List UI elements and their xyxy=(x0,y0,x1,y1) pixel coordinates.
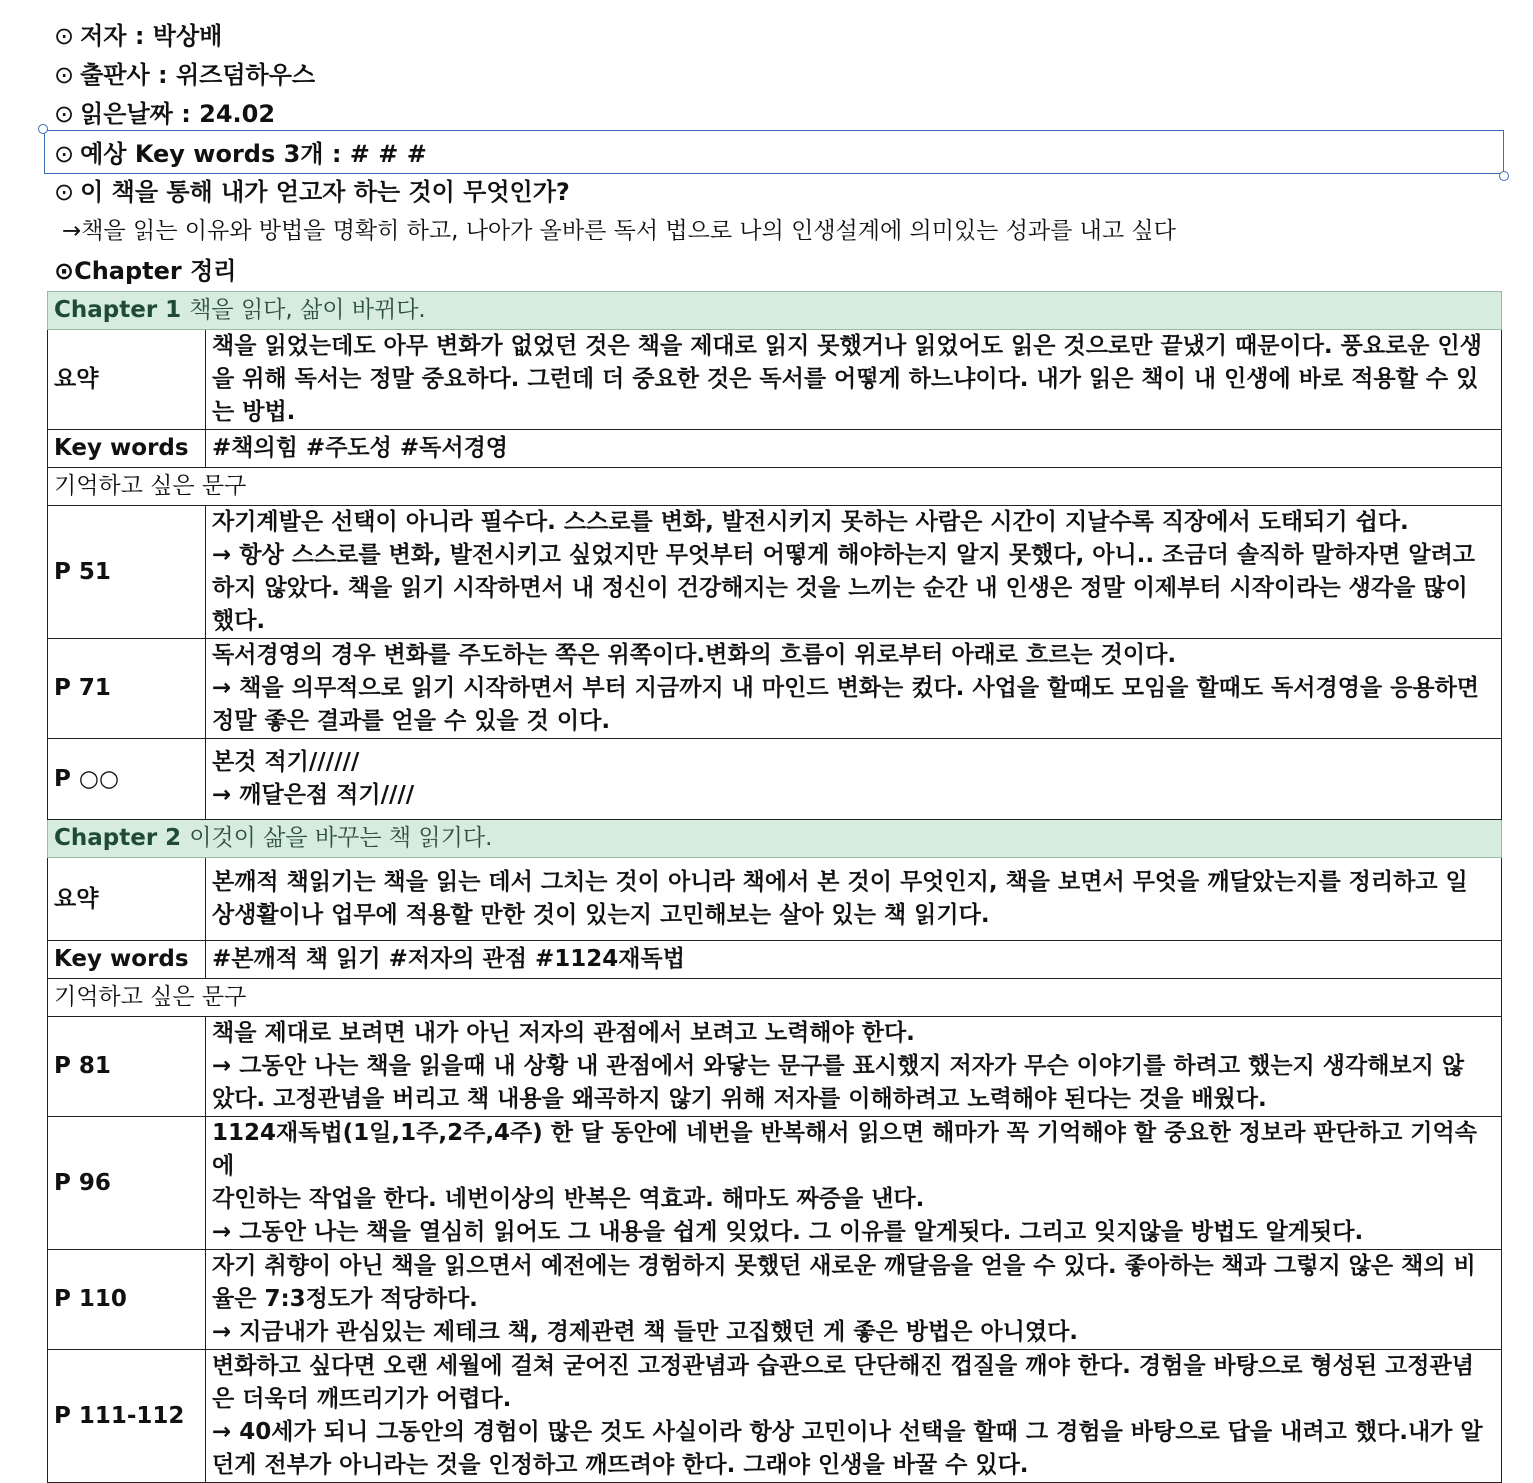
quote-page: P 96 xyxy=(48,1117,206,1250)
chapter-number: Chapter 2 xyxy=(54,825,182,851)
quote-line: → 지금내가 관심있는 제테크 책, 경제관련 책 들만 고집했던 게 좋은 방법은 아니였다. xyxy=(212,1319,1079,1345)
quote-line: 했다. xyxy=(212,608,266,634)
chapter-summary-heading: ⊙Chapter 정리 xyxy=(54,257,237,285)
quote-line: → 그동안 나는 책을 열심히 읽어도 그 내용을 쉽게 잊었다. 그 이유를 알게됫다. 그리고 잊지않을 방법도 알게됫다. xyxy=(212,1219,1364,1245)
resize-handle-top-left[interactable] xyxy=(38,124,48,134)
quote-row xyxy=(48,1350,1502,1483)
keywords-label: Key words xyxy=(48,941,206,979)
keywords-label: Key words xyxy=(48,430,206,468)
quote-line: 았다. 고정관념을 버리고 책 내용을 왜곡하지 않기 위해 저자를 이해하려고 노력해야 된다는 것을 배웠다. xyxy=(212,1086,1267,1112)
summary-row xyxy=(48,330,1502,430)
quote-text xyxy=(206,1117,1502,1250)
quote-text xyxy=(206,1350,1502,1483)
author-text: 저자 : 박상배 xyxy=(80,22,223,50)
quote-line: 독서경영의 경우 변화를 주도하는 쪽은 위쪽이다.변화의 흐름이 위로부터 아래로 흐르는 것이다. xyxy=(212,642,1177,668)
chapter-table xyxy=(47,291,1502,1483)
quote-page xyxy=(48,739,206,820)
keywords-line[interactable] xyxy=(54,138,427,170)
quote-text xyxy=(206,639,1502,739)
publisher-line xyxy=(54,59,315,91)
quote-line: 던게 전부가 아니라는 것을 인정하고 깨뜨려야 한다. 그래야 인생을 바꿀 수 있다. xyxy=(212,1452,1029,1478)
circle-dot-icon: ⊙ xyxy=(54,61,75,89)
quote-page-prefix: P xyxy=(54,765,79,792)
keywords-text: 예상 Key words 3개 : # # # xyxy=(80,140,427,168)
quote-text xyxy=(206,1017,1502,1117)
chapter-title: 이것이 삶을 바꾸는 책 읽기다. xyxy=(189,825,493,851)
circle-dot-icon: ⊙ xyxy=(54,178,75,206)
quote-page-placeholder: ○○ xyxy=(78,765,120,792)
quote-line: 자기 취향이 아닌 책을 읽으면서 예전에는 경험하지 못했던 새로운 깨달음을 얻을 수 있다. 좋아하는 책과 그렇지 않은 책의 비 xyxy=(212,1253,1476,1279)
quote-line: 은 더욱더 깨뜨리기가 어렵다. xyxy=(212,1386,512,1412)
summary-label: 요약 xyxy=(48,858,206,941)
summary-text xyxy=(206,858,1502,941)
quote-page: P 110 xyxy=(48,1250,206,1350)
summary-line: 상생활이나 업무에 적용할 만한 것이 있는지 고민해보는 살아 있는 책 읽기다. xyxy=(212,902,990,928)
summary-line: 책을 읽었는데도 아무 변화가 없었던 것은 책을 제대로 읽지 못했거나 읽었어도 읽은 것으로만 끝냈기 때문이다. 풍요로운 인생 xyxy=(212,333,1482,359)
quote-page: P 51 xyxy=(48,506,206,639)
keywords-value: #본깨적 책 읽기 #저자의 관점 #1124재독법 xyxy=(206,941,1502,979)
quote-line: 본것 적기////// xyxy=(212,749,360,775)
quote-line: → 40세가 되니 그동안의 경험이 많은 것도 사실이라 항상 고민이나 선택을 할때 그 경험을 바탕으로 답을 내려고 했다.내가 알 xyxy=(212,1419,1483,1445)
quotes-header: 기억하고 싶은 문구 xyxy=(48,468,1502,506)
quote-row xyxy=(48,739,1502,820)
quotes-header: 기억하고 싶은 문구 xyxy=(48,979,1502,1017)
quote-text xyxy=(206,506,1502,639)
quote-line: → 책을 의무적으로 읽기 시작하면서 부터 지금까지 내 마인드 변화는 컸다. 사업을 할때도 모임을 할때도 독서경영을 응용하면 xyxy=(212,675,1480,701)
resize-handle-bottom-right[interactable] xyxy=(1499,171,1509,181)
goal-question-text: 이 책을 통해 내가 얻고자 하는 것이 무엇인가? xyxy=(80,178,570,206)
quote-line: 정말 좋은 결과를 얻을 수 있을 것 이다. xyxy=(212,708,611,734)
quote-line: 책을 제대로 보려면 내가 아닌 저자의 관점에서 보려고 노력해야 한다. xyxy=(212,1020,915,1046)
summary-text xyxy=(206,330,1502,430)
quote-text xyxy=(206,739,1502,820)
author-line xyxy=(54,20,222,52)
quote-row xyxy=(48,1117,1502,1250)
publisher-text: 출판사 : 위즈덤하우스 xyxy=(80,61,316,89)
quote-text xyxy=(206,1250,1502,1350)
summary-line: 을 위해 독서는 정말 중요하다. 그런데 더 중요한 것은 독서를 어떻게 하느냐이다. 내가 읽은 책이 내 인생에 바로 적용할 수 있 xyxy=(212,366,1479,392)
quote-row xyxy=(48,506,1502,639)
quote-line: 1124재독법(1일,1주,2주,4주) 한 달 동안에 네번을 반복해서 읽으면 해마가 꼭 기억해야 할 중요한 정보라 판단하고 기억속에 xyxy=(212,1120,1477,1179)
quotes-header-row xyxy=(48,468,1502,506)
quote-line: 자기계발은 선택이 아니라 필수다. 스스로를 변화, 발전시키지 못하는 사람은 시간이 지날수록 직장에서 도태되기 쉽다. xyxy=(212,509,1409,535)
chapter-number: Chapter 1 xyxy=(54,297,182,323)
summary-row xyxy=(48,858,1502,941)
quote-row xyxy=(48,1250,1502,1350)
quote-row xyxy=(48,639,1502,739)
chapter-header xyxy=(48,292,1502,330)
date-line xyxy=(54,98,275,130)
quote-line: → 깨달은점 적기//// xyxy=(212,782,415,808)
circle-dot-icon: ⊙ xyxy=(54,100,75,128)
circle-dot-icon: ⊙ xyxy=(54,22,75,50)
chapter-header-row xyxy=(48,820,1502,858)
quote-line: 하지 않았다. 책을 읽기 시작하면서 내 정신이 건강해지는 것을 느끼는 순간 내 인생은 정말 이제부터 시작이라는 생각을 많이 xyxy=(212,575,1468,601)
chapter-title: 책을 읽다, 삶이 바뀌다. xyxy=(189,297,426,323)
keywords-value: #책의힘 #주도성 #독서경영 xyxy=(206,430,1502,468)
quote-line: 율은 7:3정도가 적당하다. xyxy=(212,1286,478,1312)
keywords-row xyxy=(48,430,1502,468)
goal-question-line xyxy=(54,176,570,208)
quote-line: 각인하는 작업을 한다. 네번이상의 반복은 역효과. 해마도 짜증을 낸다. xyxy=(212,1186,925,1212)
quote-page: P 81 xyxy=(48,1017,206,1117)
quote-line: → 그동안 나는 책을 읽을때 내 상황 내 관점에서 와닿는 문구를 표시했지 저자가 무슨 이야기를 하려고 했는지 생각해보지 않 xyxy=(212,1053,1465,1079)
summary-label: 요약 xyxy=(48,330,206,430)
quote-row xyxy=(48,1017,1502,1117)
quote-line: 변화하고 싶다면 오랜 세월에 걸쳐 굳어진 고정관념과 습관으로 단단해진 껍질을 깨야 한다. 경험을 바탕으로 형성된 고정관념 xyxy=(212,1353,1474,1379)
chapter-header xyxy=(48,820,1502,858)
quotes-header-row xyxy=(48,979,1502,1017)
date-text: 읽은날짜 : 24.02 xyxy=(80,100,276,128)
summary-line: 는 방법. xyxy=(212,399,296,425)
goal-answer-text: →책을 읽는 이유와 방법을 명확히 하고, 나아가 올바른 독서 법으로 나의 인생설계에 의미있는 성과를 내고 싶다 xyxy=(62,218,1176,244)
circle-dot-icon: ⊙ xyxy=(54,140,75,168)
keywords-row xyxy=(48,941,1502,979)
quote-page: P 111-112 xyxy=(48,1350,206,1483)
quote-page: P 71 xyxy=(48,639,206,739)
quote-line: → 항상 스스로를 변화, 발전시키고 싶었지만 무엇부터 어떻게 해야하는지 알지 못했다, 아니.. 조금더 솔직하 말하자면 알려고 xyxy=(212,542,1476,568)
summary-line: 본깨적 책읽기는 책을 읽는 데서 그치는 것이 아니라 책에서 본 것이 무엇인지, 책을 보면서 무엇을 깨달았는지를 정리하고 일 xyxy=(212,869,1468,895)
chapter-header-row xyxy=(48,292,1502,330)
